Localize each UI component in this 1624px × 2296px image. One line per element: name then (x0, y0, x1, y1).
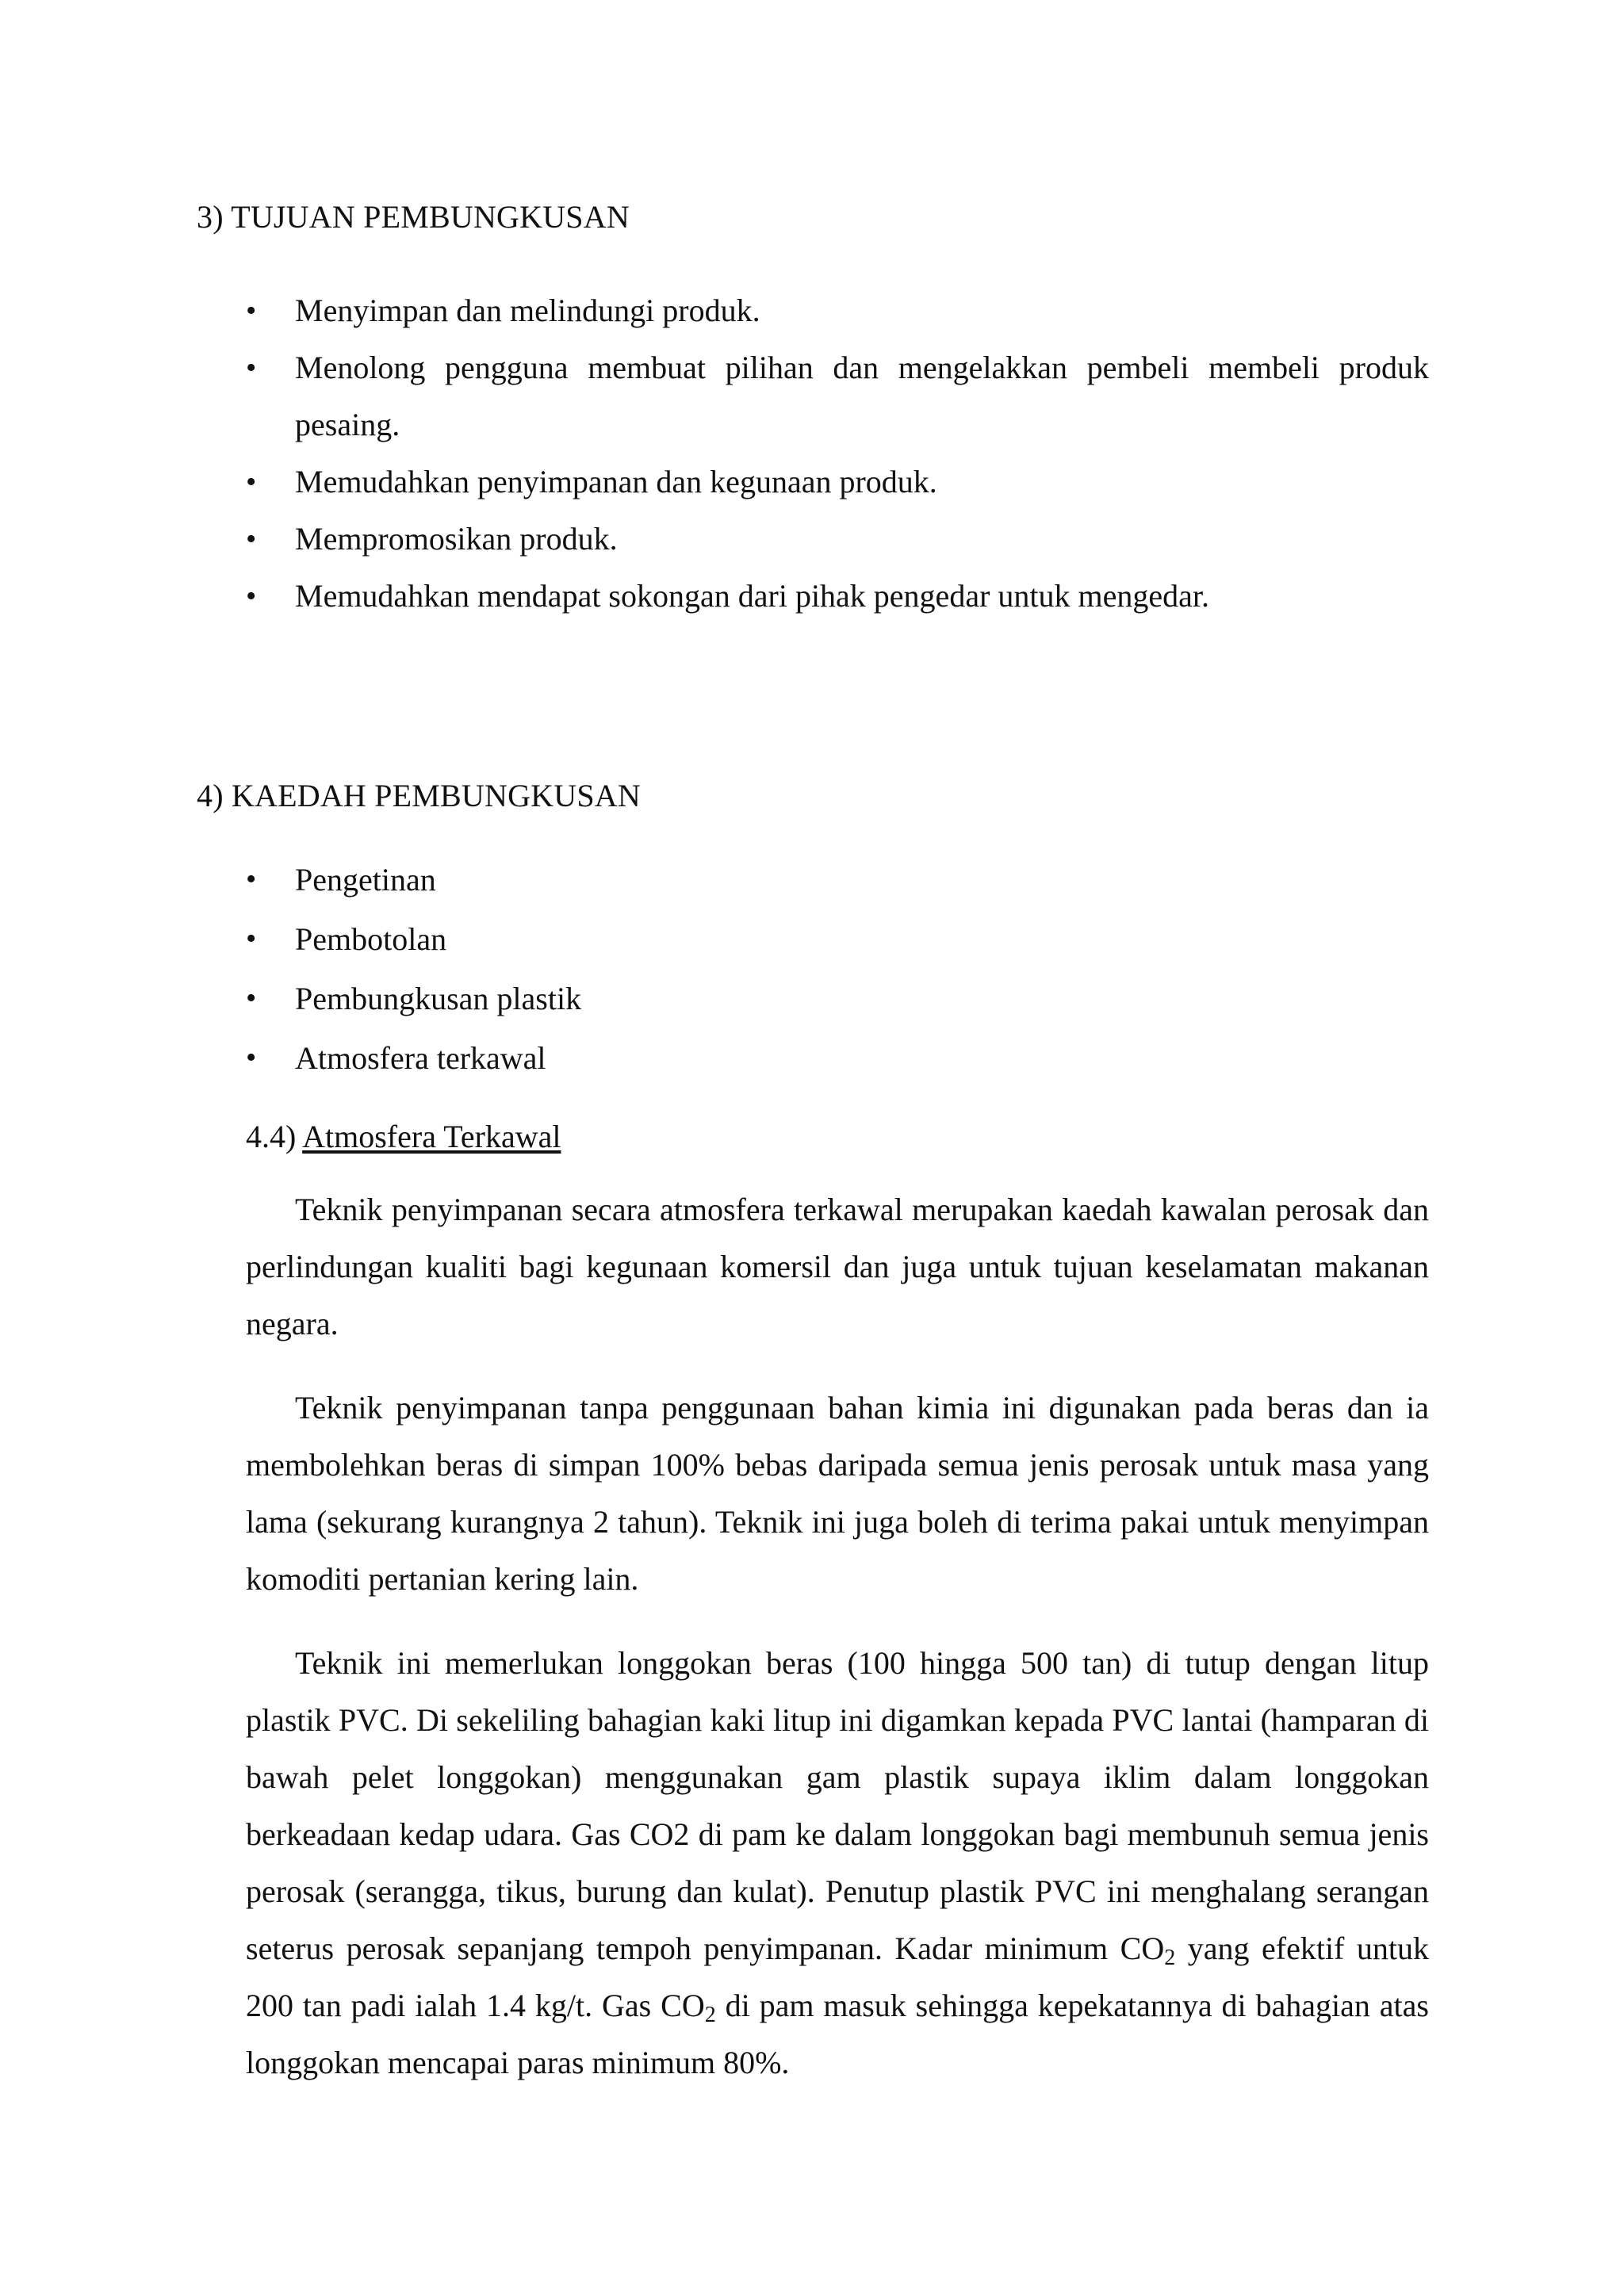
list-item: • Menolong pengguna membuat pilihan dan mengelakkan pembeli membeli produk pesaing. (246, 339, 1429, 453)
paragraph: Teknik penyimpanan tanpa penggunaan bahan kimia ini digunakan pada beras dan ia membolehkan beras di simpan 100% bebas daripada semua jenis perosak untuk masa yang lama (sekurang kurangnya 2 tahun). Teknik ini juga boleh di terima pakai untuk menyimpan komoditi pertanian kering lain. (246, 1390, 1429, 1597)
subscript: 2 (704, 2003, 716, 2027)
subsection-number: 4.4) (246, 1119, 297, 1154)
list-item: • Mempromosikan produk. (246, 511, 1429, 568)
section-heading-kaedah: 4) KAEDAH PEMBUNGKUSAN (197, 778, 641, 813)
list-item: • Memudahkan mendapat sokongan dari pihak pengedar untuk mengedar. (246, 568, 1429, 625)
paragraph-text: yang efektif untuk 200 tan padi ialah 1.4 kg/t. Gas CO (246, 1931, 1429, 2023)
paragraph (246, 1635, 1429, 2091)
list-item: • Atmosfera terkawal (246, 1028, 1429, 1088)
paragraph-text: Teknik ini memerlukan longgokan beras (100 hingga 500 tan) di tutup dengan litup plastik PVC. Di sekeliling bahagian kaki litup ini digamkan kepada PVC lantai (hamparan di bawah pelet longgokan) menggunakan gam plastik supaya iklim dalam longgokan berkeadaan kedap udara. Gas CO2 di pam ke dalam longgokan bagi membunuh semua jenis perosak (serangga, tikus, burung dan kulat). Penutup plastik PVC ini menghalang serangan seterus perosak sepanjang tempoh penyimpanan. Kadar minimum CO (246, 1645, 1429, 1966)
list-item: • Pengetinan (246, 850, 1429, 909)
body-text (246, 1181, 1429, 2091)
paragraph-text: di pam masuk sehingga kepekatannya di bahagian atas longgokan mencapai paras minimum 80%. (246, 1988, 1429, 2080)
list-item: • Pembotolan (246, 909, 1429, 969)
subsection-title: Atmosfera Terkawal (302, 1119, 561, 1154)
list-item: • Memudahkan penyimpanan dan kegunaan produk. (246, 453, 1429, 511)
bullet-list-kaedah (197, 850, 1429, 1088)
bullet-list-tujuan (197, 282, 1429, 625)
subsection-heading (246, 1113, 1429, 1161)
paragraph: Teknik penyimpanan secara atmosfera terkawal merupakan kaedah kawalan perosak dan perlindungan kualiti bagi kegunaan komersil dan juga untuk tujuan keselamatan makanan negara. (246, 1192, 1429, 1341)
list-item: • Pembungkusan plastik (246, 969, 1429, 1028)
subscript: 2 (1164, 1946, 1176, 1970)
list-item: • Menyimpan dan melindungi produk. (246, 282, 1429, 339)
section-heading-tujuan: 3) TUJUAN PEMBUNGKUSAN (197, 199, 630, 235)
